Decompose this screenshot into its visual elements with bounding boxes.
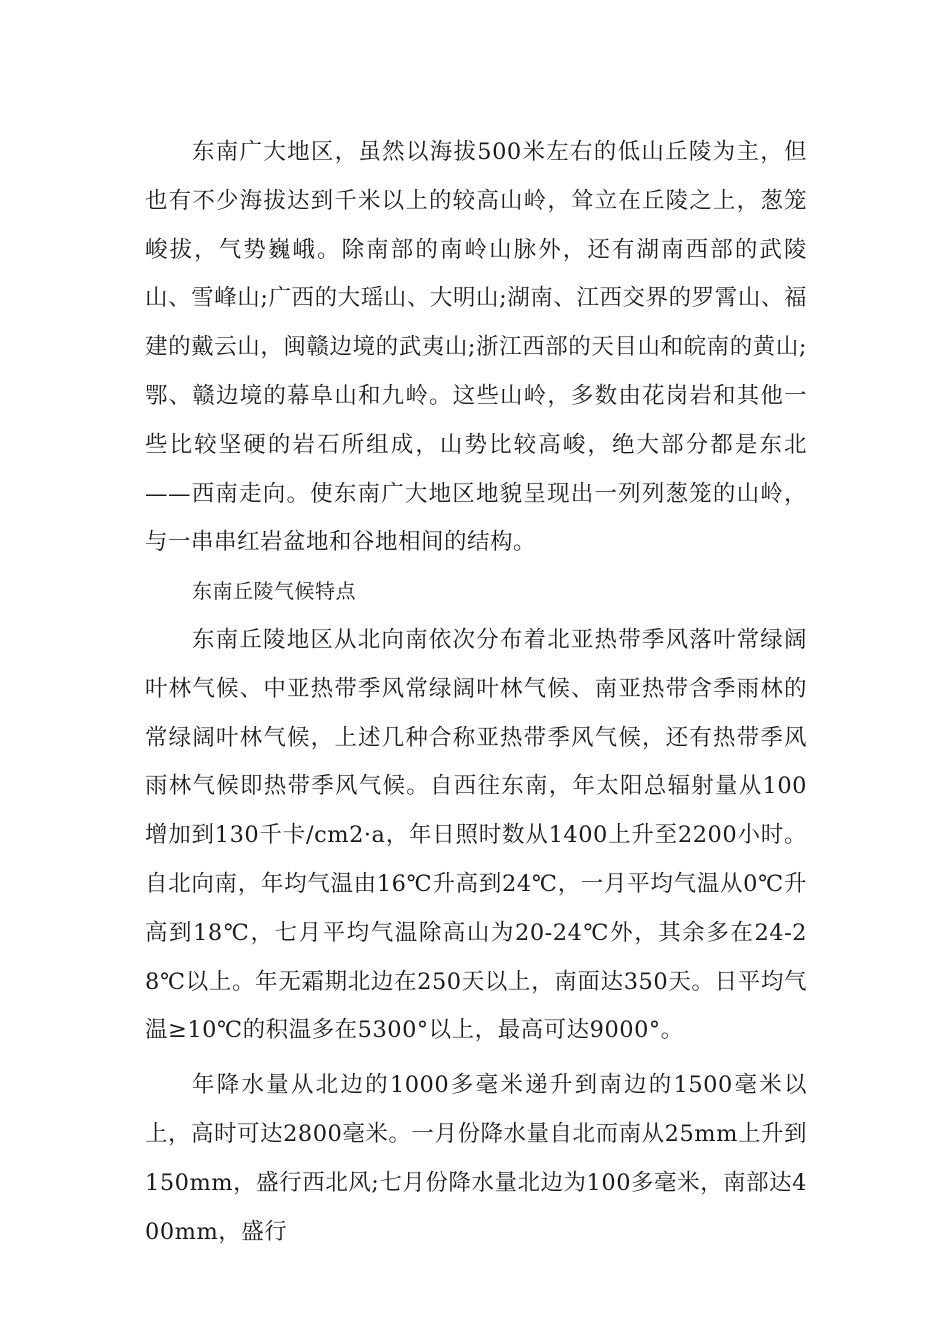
paragraph-climate: 东南丘陵地区从北向南依次分布着北亚热带季风落叶常绿阔叶林气候、中亚热带季风常绿阔叶林气候、南亚热带含季雨林的常绿阔叶林气候，上述几种合称亚热带季风气候，还有热带季风雨林气候即热带季风气候。自西往东南，年太阳总辐射量从100增加到130千卡/cm2·a，年日照时数从1400上升至2200小时。自北向南，年均气温由16℃升高到24℃，一月平均气温从0℃升高到18℃，七月平均气温除高山为20-24℃外，其余多在24-28℃以上。年无霜期北边在250天以上，南面达350天。日平均气温≥10℃的积温多在5300°以上，最高可达9000°。 bbox=[145, 626, 807, 1044]
section-heading: 东南丘陵气候特点 bbox=[192, 579, 356, 604]
paragraph-precipitation: 年降水量从北边的1000多毫米递升到南边的1500毫米以上，高时可达2800毫米。一月份降水量自北而南从25mm上升到150mm，盛行西北风;七月份降水量北边为100多毫米，南部达400mm，盛行 bbox=[145, 1072, 807, 1245]
paragraph-landforms: 东南广大地区，虽然以海拔500米左右的低山丘陵为主，但也有不少海拔达到千米以上的较高山岭，耸立在丘陵之上，葱笼峻拔，气势巍峨。除南部的南岭山脉外，还有湖南西部的武陵山、雪峰山;广西的大瑶山、大明山;湖南、江西交界的罗霄山、福建的戴云山，闽赣边境的武夷山;浙江西部的天目山和皖南的黄山;鄂、赣边境的幕阜山和九岭。这些山岭，多数由花岗岩和其他一些比较坚硬的岩石所组成，山势比较高峻，绝大部分都是东北——西南走向。使东南广大地区地貌呈现出一列列葱笼的山岭，与一串串红岩盆地和谷地相间的结构。 bbox=[145, 139, 807, 556]
document-page bbox=[145, 128, 807, 1256]
